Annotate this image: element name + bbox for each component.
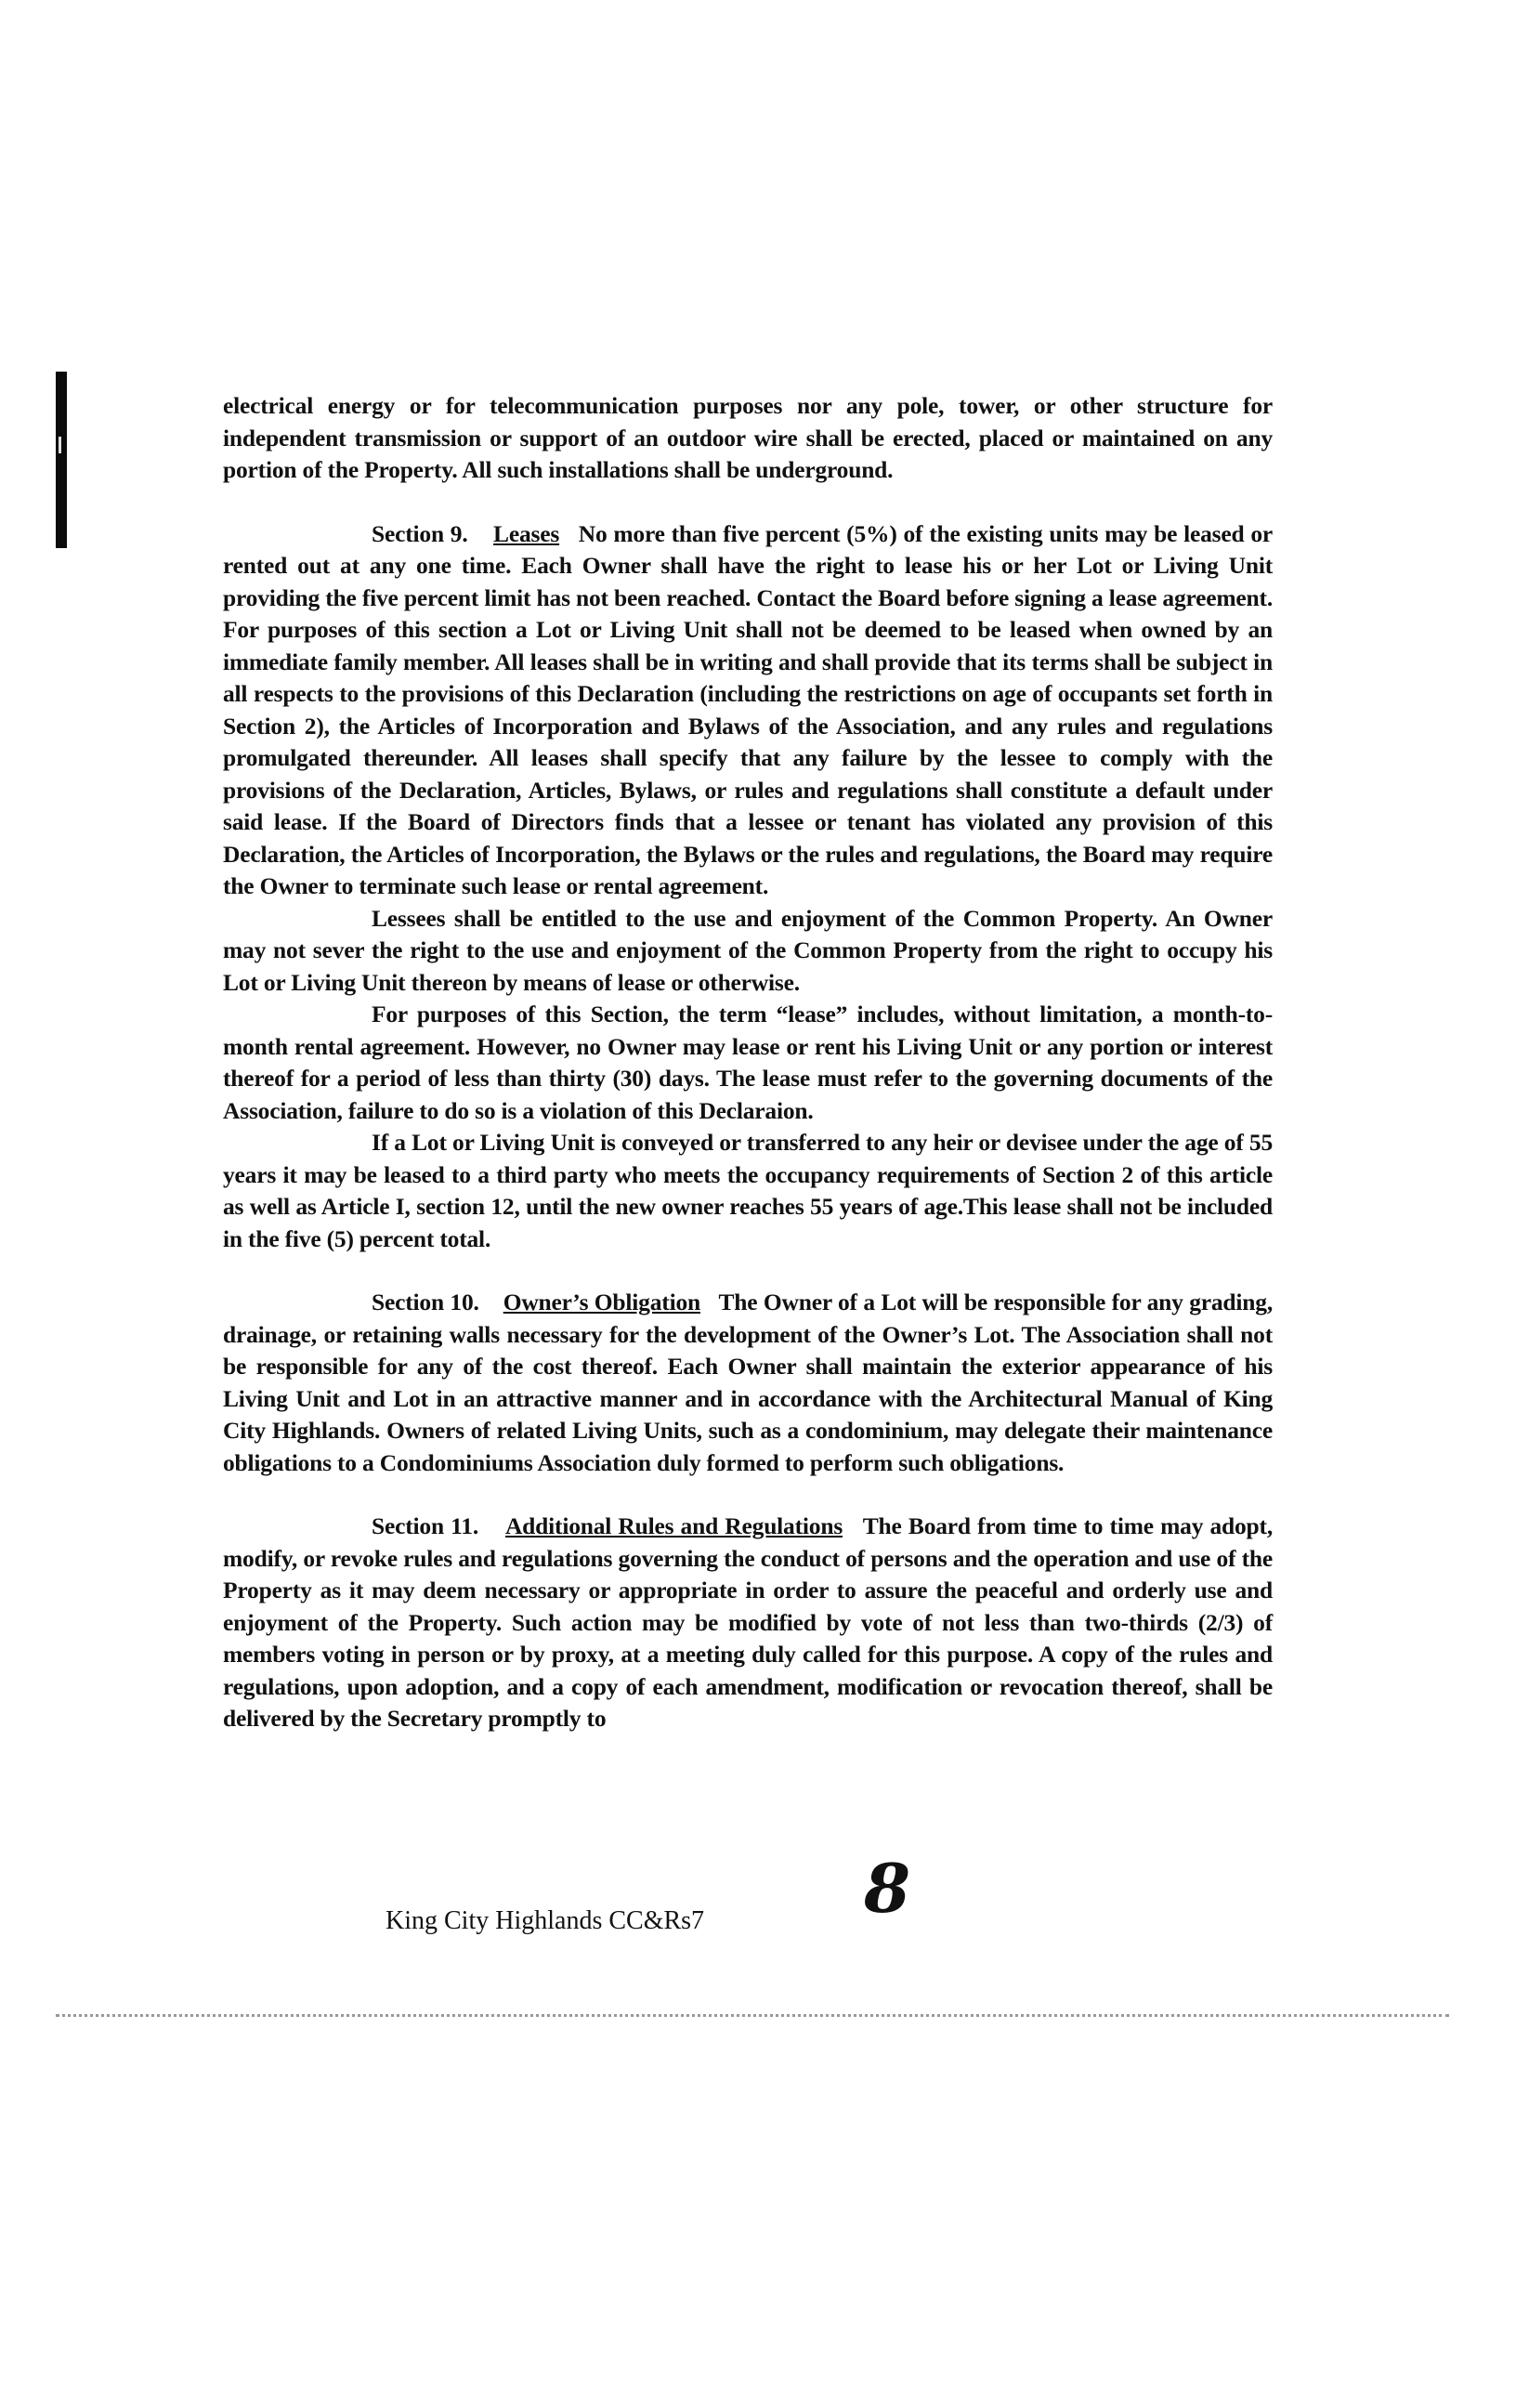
section-9-paragraph-4 <box>223 1127 1273 1255</box>
intro-paragraph: electrical energy or for telecommunication purposes nor any pole, tower, or other structure for independent transmission or support of an outdoor wire shall be erected, placed or maintained on any portion of the Property. All such installations shall be underground. <box>223 392 1273 483</box>
section-9-text-3: For purposes of this Section, the term “lease” includes, without limitation, a month-to-month rental agreement. However, no Owner may lease or rent his Living Unit or any portion or interest thereof for a period of less than thirty (30) days. The lease must refer to the governing documents of the Association, failure to do so is a violation of this Declaraion. <box>223 1001 1273 1124</box>
binding-mark <box>56 372 67 548</box>
section-9-title: Leases <box>493 519 560 547</box>
section-10-body: The Owner of a Lot will be responsible for any grading, drainage, or retaining walls necessary for the development of the Owner’s Lot. The Association shall not be responsible for any of the cost thereof. Each Owner shall maintain the exterior appearance of his Living Unit and Lot in an attractive manner and in accordance with the Architectural Manual of King City Highlands. Owners of related Living Units, such as a condominium, may delegate their maintenance obligations to a Condominiums Association duly formed to perform such obligations. <box>223 1289 1273 1476</box>
section-11-title: Additional Rules and Regulations <box>504 1512 843 1539</box>
section-9-paragraph <box>223 518 1273 903</box>
section-11-body: The Board from time to time may adopt, modify, or revoke rules and regulations governing the conduct of persons and the operation and use of the Property as it may deem necessary or appropriate in order to assure the peaceful and orderly use and enjoyment of the Property. Such action may be modified by vote of not less than two-thirds (2/3) of members voting in person or by proxy, at a meeting duly called for this purpose. A copy of the rules and regulations, upon adoption, and a copy of each amendment, modification or revocation thereof, shall be delivered by the Secretary promptly to <box>223 1512 1274 1732</box>
document-body <box>223 390 1273 1735</box>
section-11-paragraph <box>223 1511 1273 1735</box>
section-10-paragraph <box>223 1287 1273 1479</box>
section-9-paragraph-3 <box>223 999 1273 1127</box>
section-9-label: Section 9. <box>372 519 468 547</box>
section-9-text-4: If a Lot or Living Unit is conveyed or transferred to any heir or devisee under the age of 55 years it may be leased to a third party who meets the occupancy requirements of Section 2 of this article as well as Article I, section 12, until the new owner reaches 55 years of age.This lease shall not be included in the five (5) percent total. <box>223 1129 1273 1252</box>
section-10-label: Section 10. <box>372 1289 479 1315</box>
handwritten-page-number: 8 <box>864 1849 911 1928</box>
section-9-paragraph-2 <box>223 903 1273 1000</box>
section-9-body: No more than five percent (5%) of the existing units may be leased or rented out at any one time. Each Owner shall have the right to lease his or her Lot or Living Unit providing the five percent limit has not been reached. Contact the Board before signing a lease agreement. For purposes of this section a Lot or Living Unit shall not be deemed to be leased when owned by an immediate family member. All leases shall be in writing and shall provide that its terms shall be subject in all respects to the provisions of this Declaration (including the restrictions on age of occupants set forth in Section 2), the Articles of Incorporation and Bylaws of the Association, and any rules and regulations promulgated thereunder. All leases shall specify that any failure by the lessee to comply with the provisions of the Declaration, Articles, Bylaws, or rules and regulations shall constitute a default under said lease. If the Board of Directors finds that a lessee or tenant has violated any provision of this Declaration, the Articles of Incorporation, the Bylaws or the rules and regulations, the Board may require the Owner to terminate such lease or rental agreement. <box>223 519 1273 899</box>
page-footer: King City Highlands CC&Rs7 <box>386 1906 705 1935</box>
section-9-text-2: Lessees shall be entitled to the use and enjoyment of the Common Property. An Owner may not sever the right to the use and enjoyment of the Common Property from the right to occupy his Lot or Living Unit thereon by means of lease or otherwise. <box>223 904 1273 996</box>
section-11-label: Section 11. <box>372 1512 479 1539</box>
section-10-title: Owner’s Obligation <box>503 1289 700 1315</box>
scan-noise <box>56 2014 1449 2035</box>
